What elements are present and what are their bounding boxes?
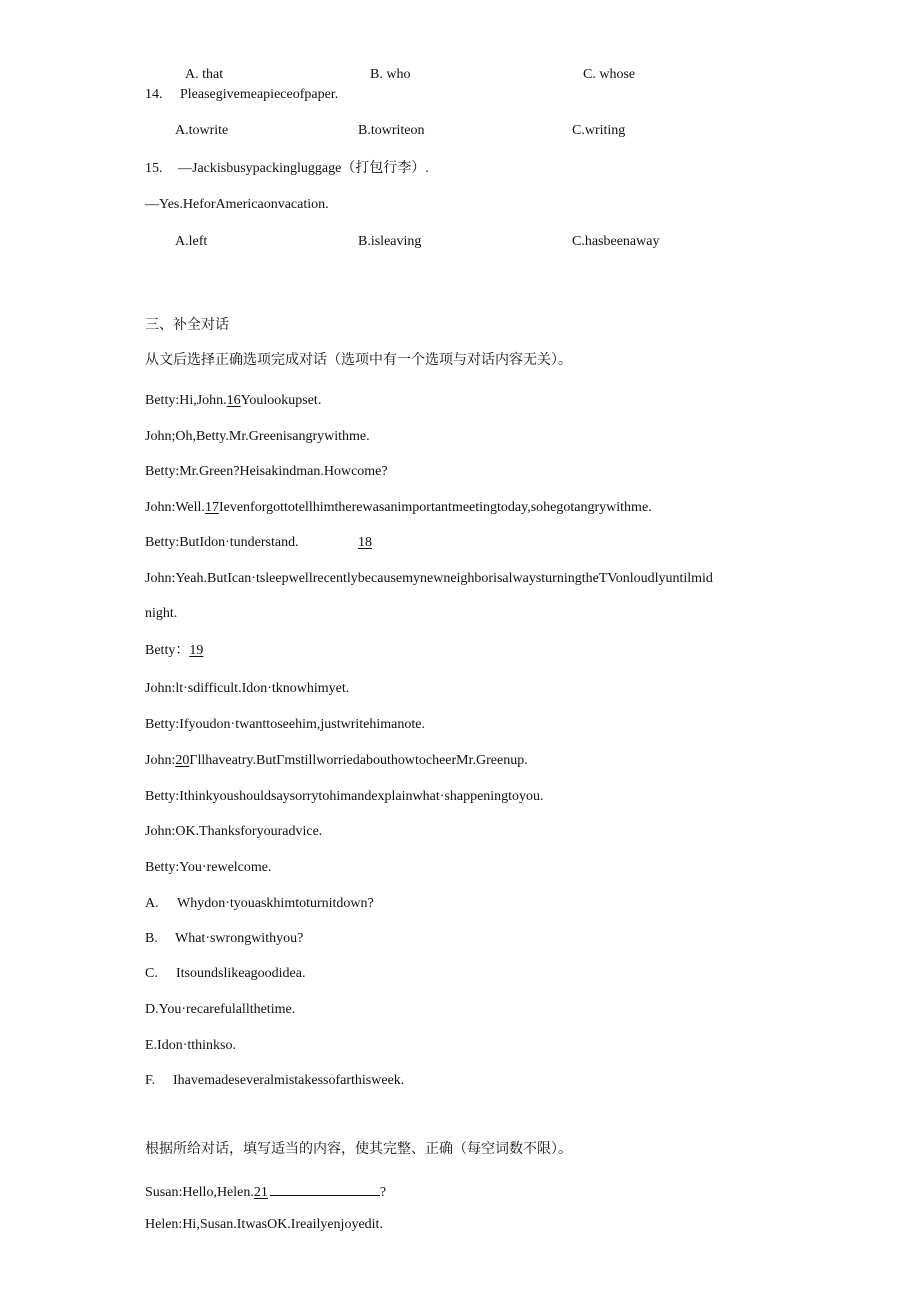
dialogue-line: Susan:Hello,Helen.21 ? bbox=[145, 1181, 386, 1202]
dialogue-line: Betty：19 bbox=[145, 643, 204, 658]
q15-reply: —Yes.HeforAmericaonvacation. bbox=[145, 197, 329, 212]
q15-option-b: B.isleaving bbox=[358, 234, 422, 249]
dialogue-line: John:Yeah.ButIcan·tsleepwellrecentlybecausemynewneighborisalwaysturningtheTVonloudlyuntilmid bbox=[145, 571, 713, 586]
dialogue-line: John:OK.Thanksforyouradvice. bbox=[145, 824, 323, 839]
q13-option-b: B. who bbox=[370, 67, 411, 82]
dialogue-line: Helen:Hi,Susan.ItwasOK.Ireailyenjoyedit. bbox=[145, 1217, 383, 1232]
q15-option-a: A.left bbox=[175, 234, 208, 249]
dialogue-line: Betty:You·rewelcome. bbox=[145, 860, 272, 875]
q15-option-c: C.hasbeenaway bbox=[572, 234, 660, 249]
q15-stem: —Jackisbusypackingluggage bbox=[178, 161, 342, 176]
dialogue-line: Betty:Ifyoudon·twanttoseehim,justwritehimanote. bbox=[145, 717, 425, 732]
q14-number: 14. bbox=[145, 87, 163, 102]
choice-d: D.You·recarefulallthetime. bbox=[145, 1002, 296, 1017]
dialogue-line: John;Oh,Betty.Mr.Greenisangrywithme. bbox=[145, 429, 370, 444]
section-3-title: 三、补全对话 bbox=[145, 317, 229, 333]
blank-21: 21 bbox=[253, 1185, 268, 1200]
q14-option-b: B.towriteon bbox=[358, 123, 425, 138]
q14-stem-line bbox=[145, 86, 338, 104]
q14-option-c: C.writing bbox=[572, 123, 626, 138]
blank-17: 17 bbox=[204, 500, 219, 515]
blank-19: 19 bbox=[189, 643, 204, 658]
q15-stem-end: . bbox=[425, 161, 429, 176]
choice-c: C. Itsoundslikeagoodidea. bbox=[145, 966, 306, 981]
q14-option-a: A.towrite bbox=[175, 123, 229, 138]
dialogue-line: John:20Γllhaveatry.ButΓmstillworriedabouthowtocheerMr.Greenup. bbox=[145, 753, 528, 768]
dialogue-line: Betty:ButIdon·tunderstand. 18 bbox=[145, 535, 372, 550]
section-4-instructions: 根据所给对话，填写适当的内容，使其完整、正确（每空词数不限）。 bbox=[145, 1141, 572, 1157]
q15-stem-gloss: （打包行李） bbox=[341, 160, 426, 176]
section-3-instructions: 从文后选择正确选项完成对话（选项中有一个选项与对话内容无关）。 bbox=[145, 352, 572, 368]
q13-option-c: C. whose bbox=[583, 67, 636, 82]
dialogue-line: Betty:Mr.Green?Heisakindman.Howcome? bbox=[145, 464, 388, 479]
q13-option-a: A. that bbox=[185, 67, 224, 82]
blank-18: 18 bbox=[358, 535, 372, 550]
blank-16: 16 bbox=[226, 393, 241, 408]
dialogue-line: Betty:Hi,John.16Youlookupset. bbox=[145, 393, 322, 408]
choice-a: A. Whydon·tyouaskhimtoturnitdown? bbox=[145, 896, 374, 911]
dialogue-line: John:Well.17Ievenforgottotellhimtherewasanimportantmeetingtoday,sohegotangrywithme. bbox=[145, 500, 652, 515]
choice-e: E.Idon·tthinkso. bbox=[145, 1038, 236, 1053]
choice-f: F. Ihavemadeseveralmistakessofarthisweek. bbox=[145, 1073, 405, 1088]
dialogue-line: Betty:Ithinkyoushouldsaysorrytohimandexplainwhat·shappeningtoyou. bbox=[145, 789, 544, 804]
choice-b: B. What·swrongwithyou? bbox=[145, 931, 304, 946]
q15-number: 15. bbox=[145, 161, 163, 176]
dialogue-line: John:lt·sdifficult.Idon·tknowhimyet. bbox=[145, 681, 350, 696]
answer-blank-line bbox=[270, 1181, 380, 1196]
q14-stem: Pleasegivemeapieceofpaper. bbox=[180, 87, 339, 102]
q15-stem-line bbox=[145, 159, 429, 178]
dialogue-line: night. bbox=[145, 606, 178, 621]
blank-20: 20 bbox=[175, 753, 190, 768]
